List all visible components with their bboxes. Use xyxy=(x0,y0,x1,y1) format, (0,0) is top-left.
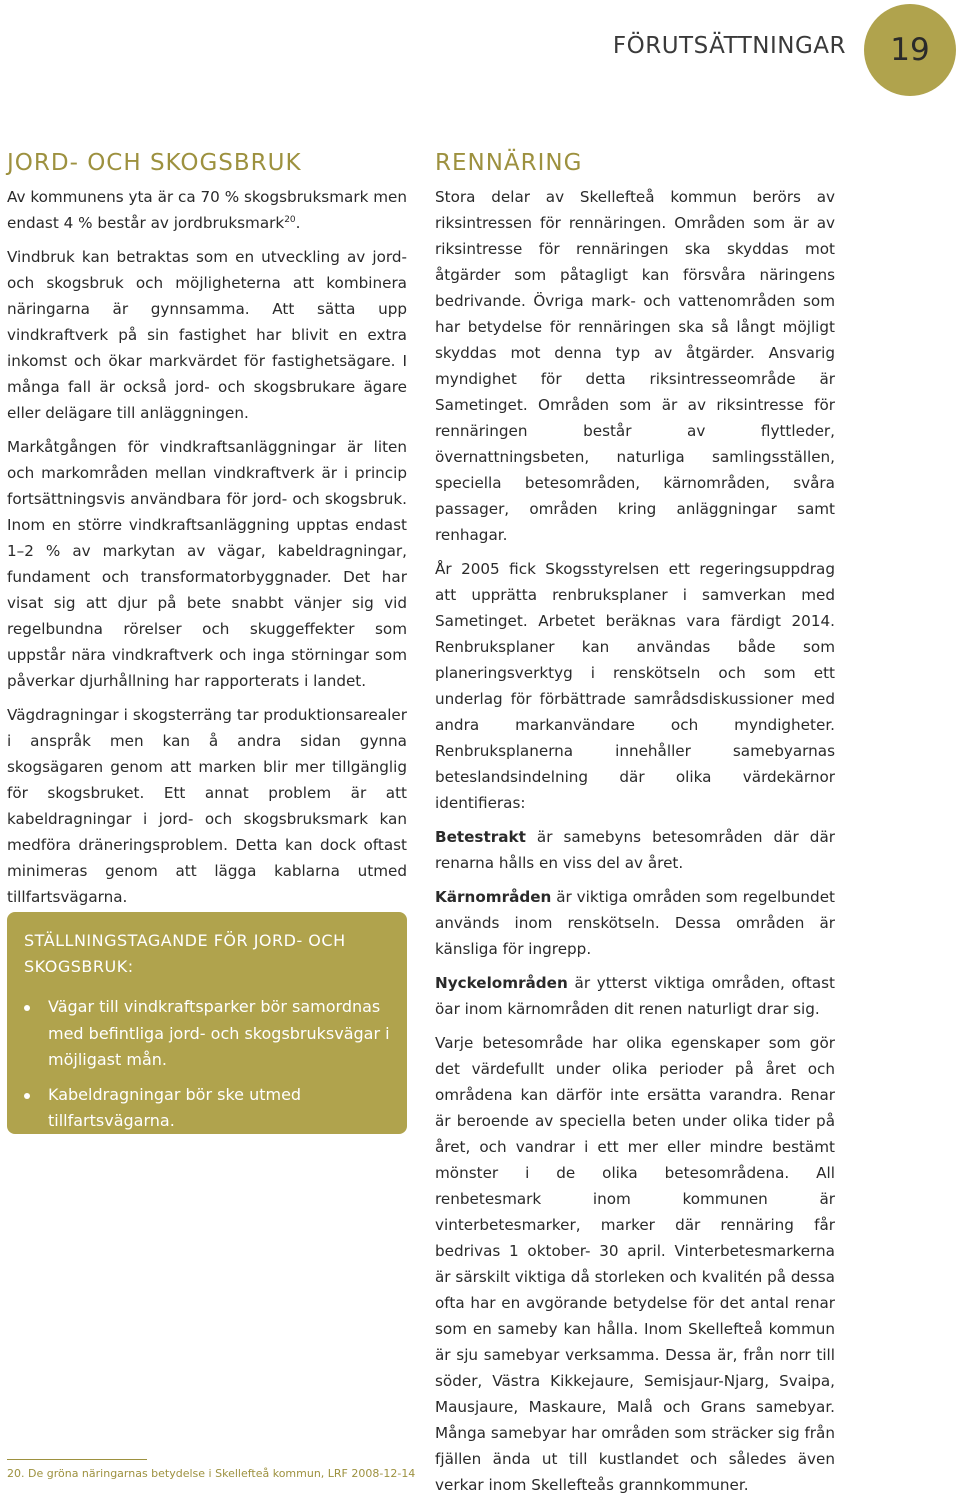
left-paragraph-1-end: . xyxy=(295,214,301,232)
definition-term: Kärnområden xyxy=(435,888,552,906)
page-number: 19 xyxy=(890,32,930,68)
definition-term: Nyckelområden xyxy=(435,974,568,992)
left-column xyxy=(7,150,407,918)
stance-item-text: Kabeldragningar bör ske utmed tillfartsvägarna. xyxy=(48,1084,302,1130)
footnote-divider xyxy=(7,1459,147,1460)
definition-term: Betestrakt xyxy=(435,828,526,846)
right-paragraph-3: Varje betesområde har olika egenskaper som gör det värdefullt under olika perioder på året och områdena kan därför inte ersätta varandra. Renar är beroende av speciella beten under olika tider på året, och vandrar i ett mer eller mindre bestämt mönster i de olika betesområdena. All renbetesmark inom kommunen är vinterbetesmarker, marker där rennäring får bedrivas 1 oktober- 30 april. Vinterbetesmarkerna är särskilt viktiga då storleken och kvalitén på dessa ofta har en avgörande betydelse för det antal renar som en sameby kan hålla. Inom Skellefteå kommun är sju samebyar verksamma. Dessa är, från norr till söder, Västra Kikkejaure, Semisjaur-Njarg, Svaipa, Mausjaure, Maskaure, Malå och Grans samebyar. Många samebyar har områden som sträcker sig från fjällen ända ut till kustlandet och således även verkar inom Skellefteås grannkommuner. xyxy=(435,1034,835,1494)
stance-item xyxy=(24,994,391,1074)
right-paragraph-2: År 2005 fick Skogsstyrelsen ett regeringsuppdrag att upprätta renbruksplaner i samverkan med Sametinget. Arbetet beräknas vara färdigt 2014. Renbruksplaner kan användas både som planeringsverktyg i renskötseln och som ett underlag för förbättrade samrådsdiskussioner med andra markanvändare och myndigheter. Renbruksplanerna innehåller samebyarnas beteslandsindelning där olika värdekärnor identifieras: xyxy=(435,560,835,812)
definition-text: är viktiga områden som regelbundet används inom renskötseln. Dessa områden är känsliga för ingrepp. xyxy=(435,888,835,958)
stance-heading: STÄLLNINGSTAGANDE FÖR JORD- OCH SKOGSBRUK: xyxy=(24,931,346,976)
left-paragraph-4: Vägdragningar i skogsterräng tar produktionsarealer i anspråk men kan å andra sidan gynna skogsägaren genom att marken blir mer tillgänglig för skogsbruket. Ett annat problem är att kabeldragningar i jord- och skogsbruksmark kan medföra dräneringsproblem. Detta kan dock oftast minimeras genom att lägga kablarna utmed tillfartsvägarna. xyxy=(7,706,407,906)
right-paragraph-1: Stora delar av Skellefteå kommun berörs av riksintressen för rennäringen. Områden som är av riksintresse för rennäringen ska skyddas mot åtgärder som påtagligt kan försvåra näringens bedrivande. Övriga mark- och vattenområden som har betydelse för rennäringen ska så långt möjligt skyddas mot denna typ av åtgärder. Ansvarig myndighet för detta riksintresseområde är Sametinget. Områden som är av riksintresse för rennäringen består av flyttleder, övernattningsbeten, naturliga samlingsställen, speciella betesområden, kärnområden, svåra passager, områden kring anläggningar samt renhagar. xyxy=(435,188,835,544)
bullet-icon xyxy=(24,1093,30,1099)
definition-text: är ytterst viktiga områden, oftast öar inom kärnområden dit renen naturligt drar sig. xyxy=(435,974,835,1018)
stance-box xyxy=(7,912,407,1134)
definition-nyckelomraden xyxy=(435,970,835,1022)
definition-karnomraden xyxy=(435,884,835,962)
left-heading: JORD- OCH SKOGSBRUK xyxy=(7,150,302,176)
right-column xyxy=(435,150,835,1498)
bullet-icon xyxy=(24,1005,30,1011)
stance-list xyxy=(24,994,391,1135)
definition-betestrakt xyxy=(435,824,835,876)
section-title: FÖRUTSÄTTNINGAR xyxy=(612,33,846,59)
footnote: 20. De gröna näringarnas betydelse i Skellefteå kommun, LRF 2008-12-14 xyxy=(7,1467,416,1480)
left-paragraph-1 xyxy=(7,184,407,236)
left-paragraph-3: Markåtgången för vindkraftsanläggningar är liten och markområden mellan vindkraftverk är i princip fortsättningsvis användbara för jord- och skogsbruk. Inom en större vindkraftsanläggning upptas endast 1–2 % av markytan av vägar, kabeldragningar, fundament och transformatorbyggnader. Det har visat sig att djur på bete snabbt vänjer sig vid regelbundna rörelser och skuggeffekter som uppstår nära vindkraftverk och inga störningar som påverkar djurhållning har rapporterats i landet. xyxy=(7,438,407,690)
footnote-ref: 20 xyxy=(284,214,296,225)
page-number-badge xyxy=(864,4,956,96)
right-heading: RENNÄRING xyxy=(435,150,583,176)
left-paragraph-1-text: Av kommunens yta är ca 70 % skogsbruksmark men endast 4 % består av jordbruksmark xyxy=(7,188,407,232)
stance-item-text: Vägar till vindkraftsparker bör samordnas med befintliga jord- och skogsbruksvägar i möjligast mån. xyxy=(48,997,390,1069)
definition-text: är samebyns betesområden där där renarna hålls en viss del av året. xyxy=(435,828,835,872)
stance-item xyxy=(24,1082,391,1135)
left-paragraph-2: Vindbruk kan betraktas som en utveckling av jord- och skogsbruk och möjligheterna att kombinera näringarna är gynnsamma. Att sätta upp vindkraftverk på sin fastighet har blivit en extra inkomst och ökar markvärdet för fastighetsägare. I många fall är också jord- och skogsbrukare ägare eller delägare till anläggningen. xyxy=(7,248,407,422)
